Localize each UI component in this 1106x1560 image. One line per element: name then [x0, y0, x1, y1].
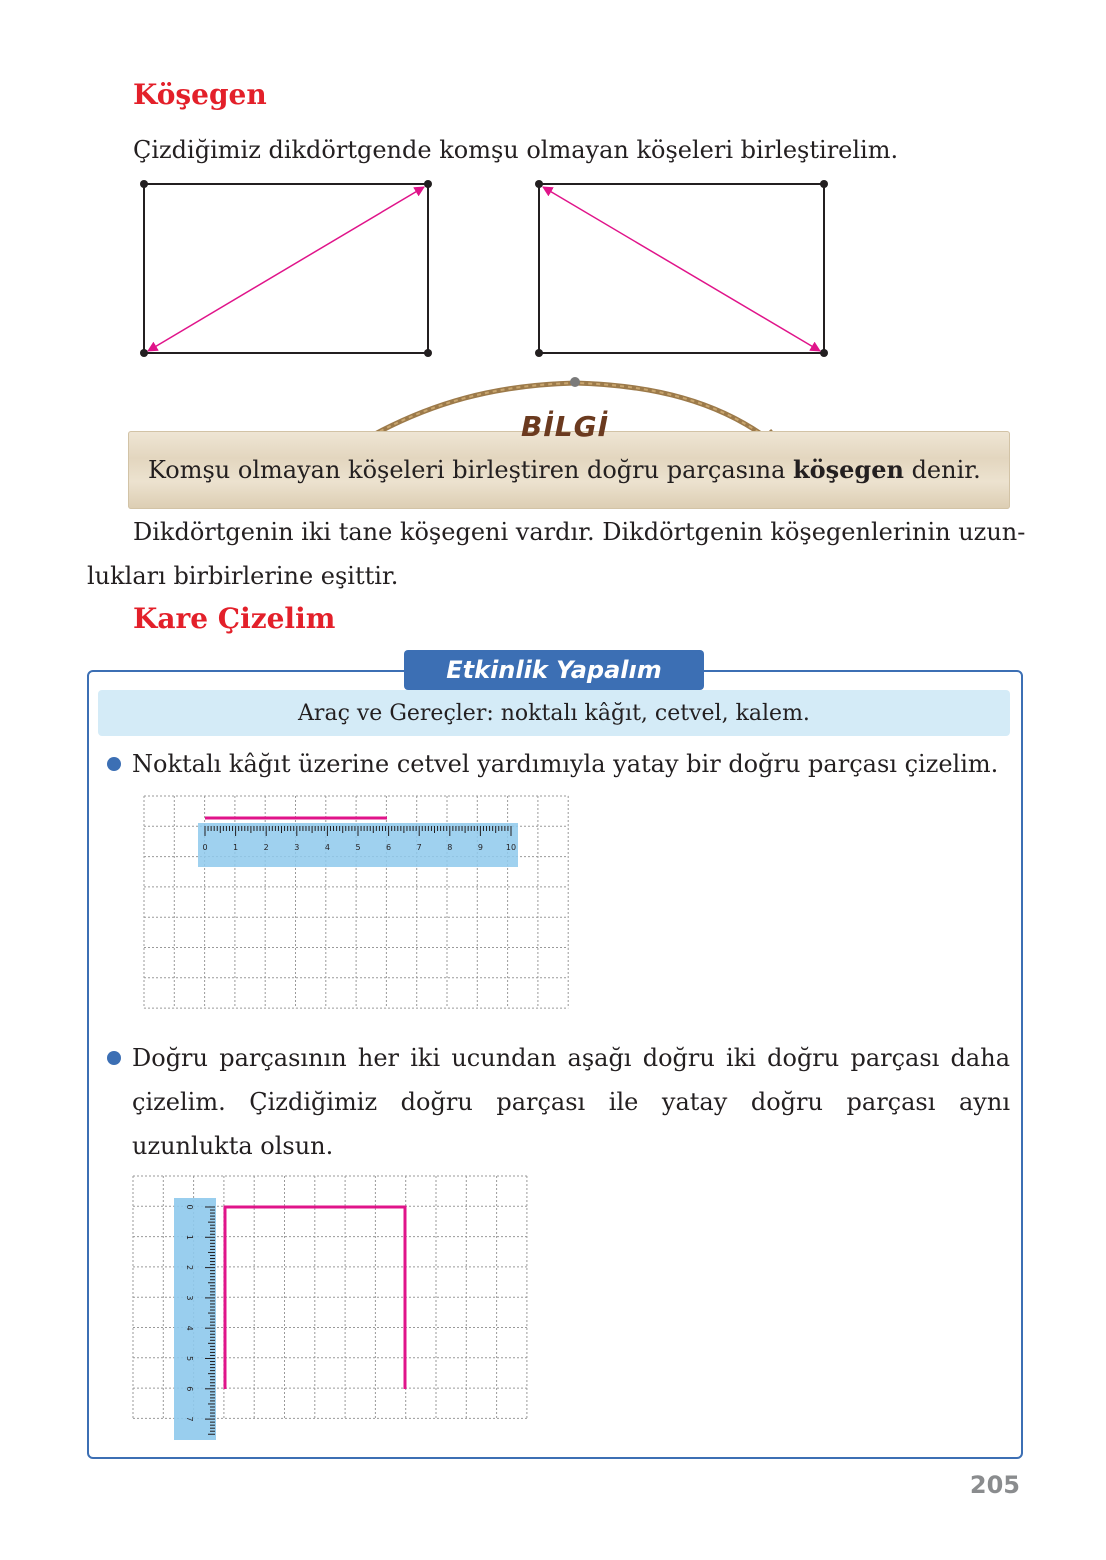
ruler-h-label: 1	[233, 843, 239, 852]
section-title-kare-cizelim: Kare Çizelim	[133, 602, 336, 635]
ruler-v-label: 7	[185, 1416, 194, 1422]
ruler-v-label: 3	[185, 1295, 194, 1301]
intro-text: Çizdiğimiz dikdörtgende komşu olmayan köşeleri birleştirelim.	[133, 136, 899, 164]
ruler-h-label: 4	[324, 843, 330, 852]
ruler-h-label: 2	[263, 843, 269, 852]
step1-text: Noktalı kâğıt üzerine cetvel yardımıyla yatay bir doğru parçası çizelim.	[132, 750, 999, 778]
section-title-kosegen: Köşegen	[133, 78, 267, 111]
step2-text: Doğru parçasının her iki ucundan aşağı doğru iki doğru parçası daha çizelim. Çizdiğimiz doğru parçası ile yatay doğru parçası aynı uzunlukta olsun.	[132, 1044, 1010, 1160]
ruler-h-label: 7	[416, 843, 422, 852]
paragraph-line2: lukları birbirlerine eşittir.	[87, 562, 399, 590]
ruler-v-label: 6	[185, 1386, 194, 1392]
materials-bar: Araç ve Gereçler: noktalı kâğıt, cetvel, kalem.	[98, 690, 1010, 736]
ruler-v-label: 0	[185, 1204, 194, 1210]
ruler-h-label: 10	[505, 843, 517, 852]
info-label: BİLGİ	[520, 410, 609, 443]
page-number: 205	[969, 1471, 1020, 1499]
ruler-v-label: 4	[185, 1325, 194, 1331]
ruler-v-label: 5	[185, 1355, 194, 1362]
ruler-h-label: 6	[386, 843, 392, 852]
info-text-bold: köşegen	[793, 455, 904, 484]
ruler-h-label: 0	[202, 843, 208, 852]
paragraph-line1: Dikdörtgenin iki tane köşegeni vardır. Dikdörtgenin köşegenlerinin uzun-	[133, 518, 1026, 546]
ruler-v-label: 2	[185, 1265, 194, 1271]
activity-tag: Etkinlik Yapalım	[404, 650, 704, 690]
ruler-h-label: 9	[477, 843, 483, 852]
info-text-after: denir.	[903, 456, 981, 484]
ruler-v-label: 1	[185, 1234, 194, 1240]
ruler-h-label: 8	[447, 843, 453, 852]
ruler-h-label: 3	[294, 843, 300, 852]
info-text-before: Komşu olmayan köşeleri birleştiren doğru parçasına	[148, 456, 794, 484]
ruler-h-label: 5	[355, 843, 361, 852]
